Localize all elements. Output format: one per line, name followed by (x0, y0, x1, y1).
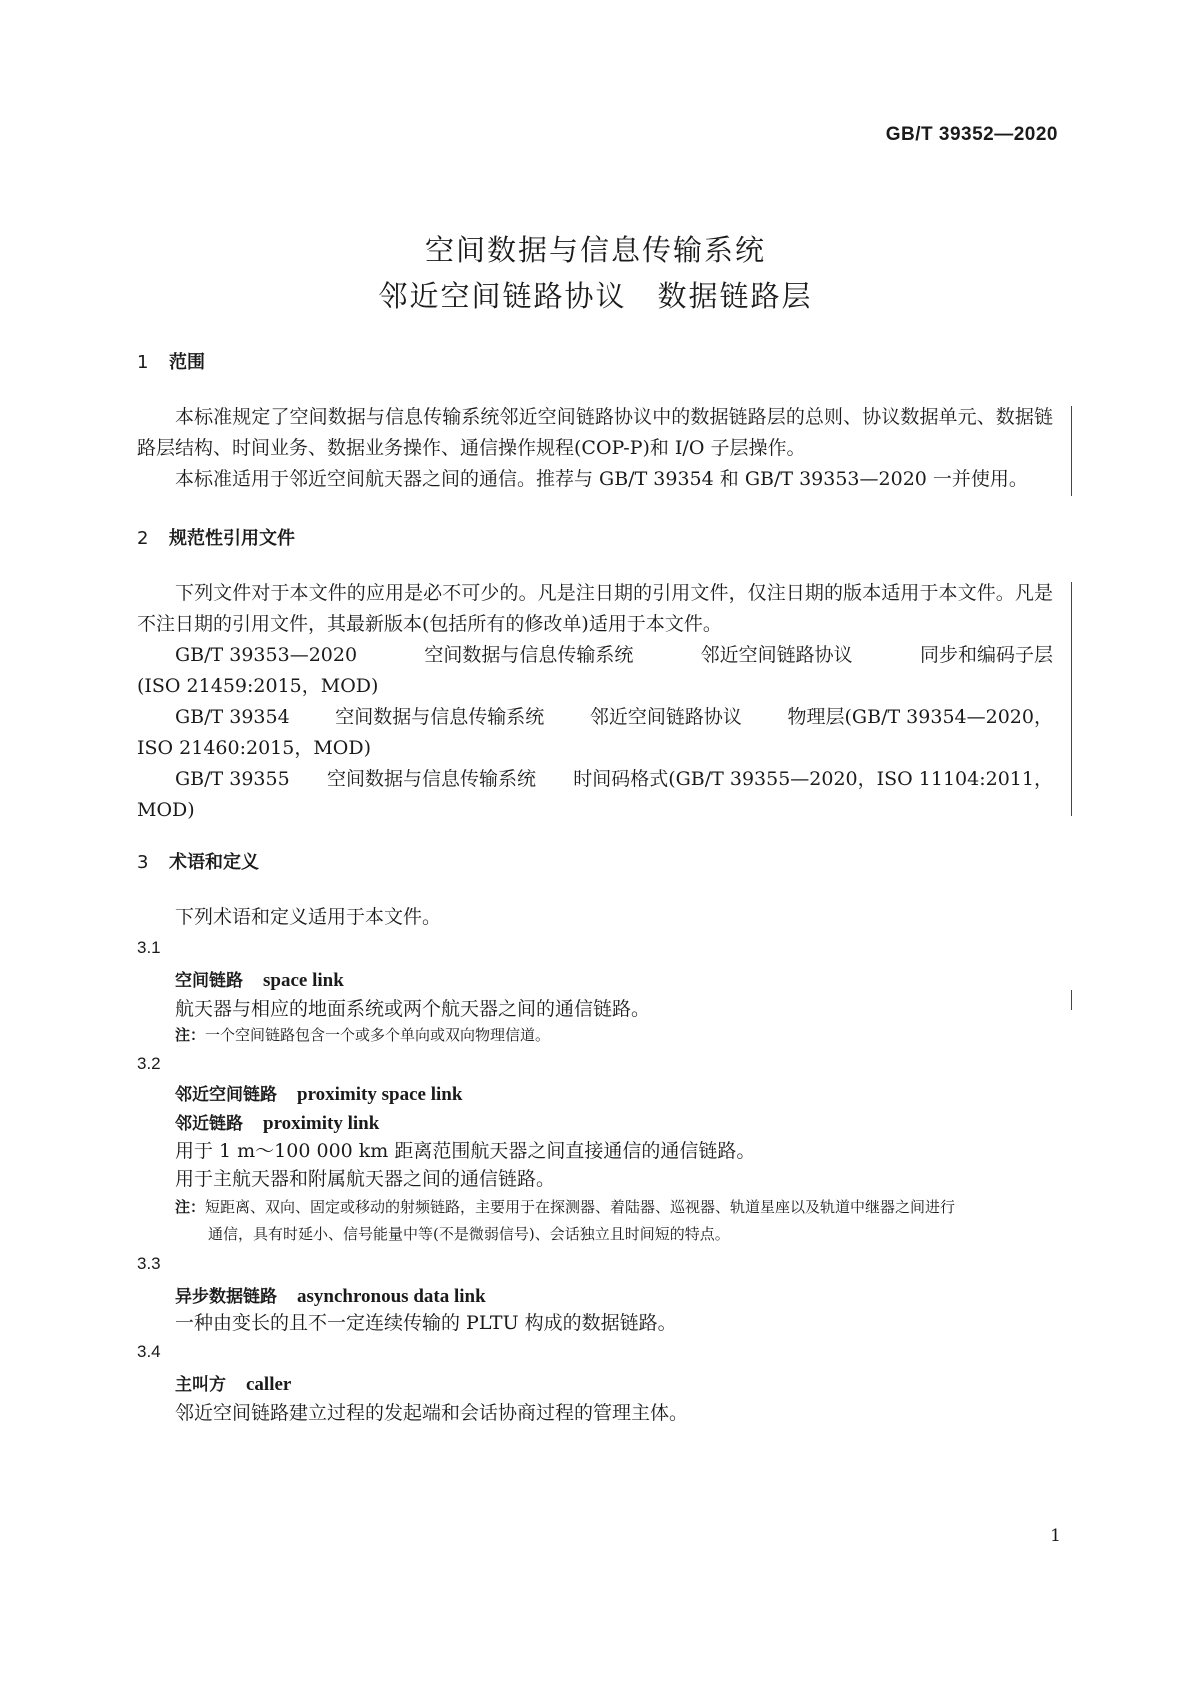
term-definition: 邻近空间链路建立过程的发起端和会话协商过程的管理主体。 (175, 1402, 689, 1424)
term-note (175, 1022, 1055, 1049)
scope-paragraph-1: 本标准规定了空间数据与信息传输系统邻近空间链路协议中的数据链路层的总则、协议数据单元、数据链路层结构、时间业务、数据业务操作、通信操作规程(COP-P)和 I/O 子层操作。 (137, 406, 1053, 459)
term-note (175, 1194, 1055, 1248)
change-bar (1071, 406, 1072, 496)
term-en: asynchronous data link (297, 1286, 486, 1307)
term-zh: 主叫方 (175, 1375, 226, 1395)
reference-continuation: (ISO 21459:2015，MOD) (137, 675, 379, 697)
note-text: 短距离、双向、固定或移动的射频链路，主要用于在探测器、着陆器、巡视器、轨道星座以及轨道中继器之间进行 (205, 1198, 956, 1216)
term-heading (175, 1080, 462, 1106)
change-bar (1071, 990, 1072, 1010)
change-bar (1071, 582, 1072, 816)
clause-number: 3.4 (137, 1342, 161, 1361)
term-heading (175, 1370, 291, 1396)
term-definition: 航天器与相应的地面系统或两个航天器之间的通信链路。 (175, 998, 651, 1020)
section-3-heading (137, 848, 259, 874)
section-number: 3 (137, 852, 149, 873)
term-synonym (175, 1109, 379, 1135)
reference-part: 邻近空间链路协议 (589, 706, 742, 728)
term-definition: 用于主航天器和附属航天器之间的通信链路。 (175, 1168, 556, 1190)
reference-item (137, 640, 1053, 702)
clause-number: 3.2 (137, 1054, 161, 1073)
section-2-heading (137, 524, 295, 550)
note-text-continuation: 通信，具有时延小、信号能量中等(不是微弱信号)、会话独立且时间短的特点。 (208, 1225, 730, 1243)
reference-part: 空间数据与信息传输系统 (424, 644, 634, 666)
section-title: 规范性引用文件 (169, 528, 295, 549)
scope-paragraph-2: 本标准适用于邻近空间航天器之间的通信。推荐与 GB/T 39354 和 GB/T 39353—2020 一并使用。 (175, 468, 1028, 490)
term-definition: 一种由变长的且不一定连续传输的 PLTU 构成的数据链路。 (175, 1312, 677, 1334)
reference-part: 空间数据与信息传输系统 (326, 768, 536, 790)
reference-code: GB/T 39353—2020 (175, 644, 358, 666)
section-1-heading (137, 348, 205, 374)
reference-code: GB/T 39354 (175, 706, 290, 728)
term-en: proximity space link (297, 1084, 463, 1105)
section-number: 2 (137, 528, 149, 549)
clause-number: 3.3 (137, 1254, 161, 1273)
clause-number: 3.1 (137, 938, 161, 957)
term-zh: 邻近空间链路 (175, 1085, 277, 1105)
reference-part: 空间数据与信息传输系统 (335, 706, 545, 728)
term-en: proximity link (263, 1113, 380, 1134)
reference-part: 同步和编码子层 (919, 644, 1053, 666)
reference-part: 邻近空间链路协议 (700, 644, 853, 666)
term-zh: 邻近链路 (175, 1114, 243, 1134)
term-heading (175, 966, 344, 992)
terms-intro: 下列术语和定义适用于本文件。 (175, 906, 442, 928)
term-en: caller (246, 1374, 292, 1395)
reference-part: 时间码格式(GB/T 39355—2020，ISO 11104:2011， (573, 768, 1053, 790)
note-text: 一个空间链路包含一个或多个单向或双向物理信道。 (205, 1026, 551, 1044)
section-title: 范围 (169, 352, 205, 373)
term-definition: 用于 1 m～100 000 km 距离范围航天器之间直接通信的通信链路。 (175, 1140, 756, 1162)
section-number: 1 (137, 352, 149, 373)
reference-code: GB/T 39355 (175, 768, 290, 790)
section-title: 术语和定义 (169, 852, 259, 873)
term-zh: 异步数据链路 (175, 1287, 277, 1307)
reference-continuation: ISO 21460:2015，MOD) (137, 737, 372, 759)
document-title-line-2: 邻近空间链路协议 数据链路层 (378, 279, 813, 313)
document-title-line-1: 空间数据与信息传输系统 (424, 233, 766, 267)
term-en: space link (263, 970, 344, 991)
note-label: 注： (175, 1198, 206, 1216)
reference-item (137, 702, 1053, 764)
page-number: 1 (1050, 1526, 1061, 1546)
reference-item (137, 764, 1053, 826)
standard-code: GB/T 39352—2020 (885, 124, 1058, 145)
term-zh: 空间链路 (175, 971, 243, 991)
reference-part: 物理层(GB/T 39354—2020， (787, 706, 1053, 728)
note-label: 注： (175, 1026, 206, 1044)
term-heading (175, 1282, 486, 1308)
references-intro: 下列文件对于本文件的应用是必不可少的。凡是注日期的引用文件，仅注日期的版本适用于本文件。凡是不注日期的引用文件，其最新版本(包括所有的修改单)适用于本文件。 (137, 582, 1053, 635)
reference-continuation: MOD) (137, 799, 195, 821)
